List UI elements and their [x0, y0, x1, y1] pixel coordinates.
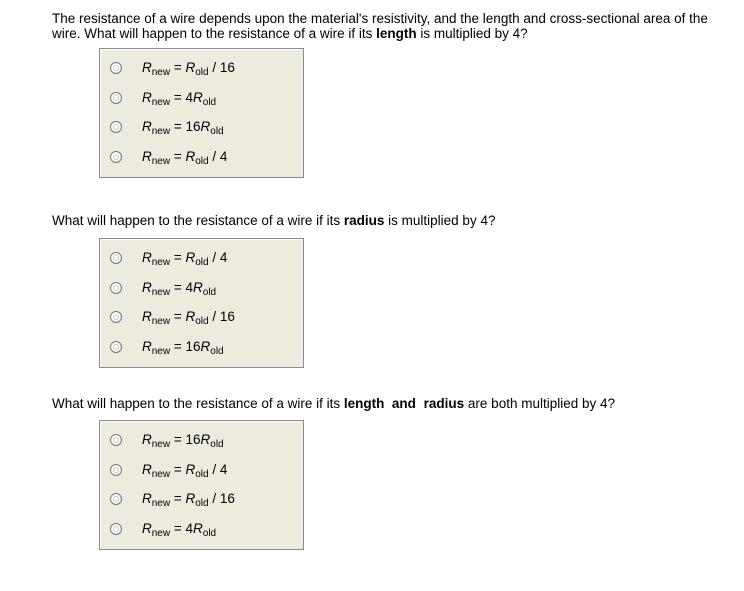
option-3-3[interactable]	[100, 490, 303, 510]
formula-label	[142, 119, 224, 137]
formula-sub: new	[151, 528, 171, 539]
formula-r: R	[185, 491, 196, 506]
formula-label	[142, 491, 235, 509]
formula-r: R	[142, 309, 152, 324]
formula-suffix: / 4	[208, 462, 228, 477]
formula-sub: new	[151, 67, 171, 78]
radio-button[interactable]	[110, 121, 122, 133]
formula-r: R	[193, 90, 203, 105]
formula-r: R	[185, 250, 196, 265]
formula-sub: new	[151, 287, 171, 298]
option-2-3[interactable]	[100, 308, 303, 328]
formula-sub: old	[195, 498, 209, 509]
formula-r: R	[185, 149, 196, 164]
emphasis-and: and	[384, 396, 420, 411]
formula-label	[142, 280, 216, 298]
formula-r: R	[193, 521, 203, 536]
radio-button[interactable]	[110, 434, 122, 446]
formula-eq: = 4	[170, 280, 194, 295]
emphasis-radius: radius	[423, 396, 465, 411]
radio-button[interactable]	[110, 311, 122, 323]
formula-eq: =	[170, 149, 186, 164]
question-1-text	[52, 11, 732, 41]
formula-eq: =	[170, 462, 186, 477]
formula-sub: new	[151, 316, 171, 327]
radio-button[interactable]	[110, 464, 122, 476]
formula-sub: new	[151, 257, 171, 268]
option-3-4[interactable]	[100, 520, 303, 540]
formula-r: R	[185, 462, 196, 477]
formula-label	[142, 462, 227, 480]
emphasis-length: length	[343, 396, 385, 411]
formula-sub: new	[151, 498, 171, 509]
option-1-1[interactable]	[100, 59, 303, 79]
option-2-4[interactable]	[100, 338, 303, 358]
formula-r: R	[142, 60, 152, 75]
formula-eq: =	[170, 491, 186, 506]
formula-suffix: / 16	[208, 309, 235, 324]
formula-suffix: / 16	[208, 491, 235, 506]
formula-r: R	[142, 90, 152, 105]
formula-eq: =	[170, 60, 186, 75]
formula-eq: = 16	[170, 339, 201, 354]
formula-label	[142, 60, 235, 78]
formula-sub: old	[210, 346, 224, 357]
question-text-part: is multiplied by 4?	[416, 26, 528, 41]
answer-group-1	[99, 48, 304, 178]
option-1-4[interactable]	[100, 148, 303, 168]
emphasis-radius: radius	[343, 213, 385, 228]
formula-label	[142, 521, 216, 539]
formula-eq: =	[170, 250, 186, 265]
question-text-part: are both multiplied by 4?	[464, 396, 616, 411]
formula-r: R	[185, 60, 196, 75]
radio-button[interactable]	[110, 62, 122, 74]
formula-sub: old	[195, 156, 209, 167]
formula-r: R	[142, 491, 152, 506]
option-1-3[interactable]	[100, 118, 303, 138]
radio-button[interactable]	[110, 493, 122, 505]
formula-r: R	[142, 280, 152, 295]
question-2-text	[52, 213, 495, 228]
formula-eq: = 16	[170, 432, 201, 447]
formula-label	[142, 250, 227, 268]
formula-sub: new	[151, 346, 171, 357]
radio-button[interactable]	[110, 92, 122, 104]
formula-r: R	[200, 432, 211, 447]
formula-suffix: / 4	[208, 250, 228, 265]
formula-sub: old	[210, 439, 224, 450]
formula-label	[142, 309, 235, 327]
formula-label	[142, 432, 224, 450]
question-text-part: What will happen to the resistance of a wire if its	[52, 213, 344, 228]
answer-group-3	[99, 420, 304, 550]
formula-label	[142, 90, 216, 108]
formula-sub: old	[195, 67, 209, 78]
formula-suffix: / 16	[208, 60, 235, 75]
formula-r: R	[200, 119, 211, 134]
formula-r: R	[142, 521, 152, 536]
option-3-1[interactable]	[100, 431, 303, 451]
formula-sub: old	[195, 257, 209, 268]
formula-eq: = 4	[170, 90, 194, 105]
formula-sub: old	[202, 528, 217, 539]
formula-sub: new	[151, 97, 171, 108]
formula-eq: = 16	[170, 119, 201, 134]
formula-eq: = 4	[170, 521, 194, 536]
formula-r: R	[193, 280, 203, 295]
formula-sub: old	[210, 126, 224, 137]
formula-r: R	[142, 339, 152, 354]
formula-r: R	[142, 149, 152, 164]
formula-sub: new	[151, 126, 171, 137]
formula-sub: old	[202, 287, 217, 298]
radio-button[interactable]	[110, 341, 122, 353]
formula-r: R	[142, 119, 152, 134]
formula-label	[142, 149, 227, 167]
radio-button[interactable]	[110, 151, 122, 163]
option-3-2[interactable]	[100, 461, 303, 481]
formula-r: R	[142, 250, 152, 265]
formula-sub: new	[151, 156, 171, 167]
emphasis-length: length	[376, 26, 417, 41]
formula-eq: =	[170, 309, 186, 324]
formula-suffix: / 4	[208, 149, 228, 164]
radio-button[interactable]	[110, 252, 122, 264]
option-1-2[interactable]	[100, 89, 303, 109]
formula-sub: old	[202, 97, 217, 108]
formula-sub: new	[151, 439, 171, 450]
question-3-text	[52, 396, 615, 411]
option-2-1[interactable]	[100, 249, 303, 269]
radio-button[interactable]	[110, 282, 122, 294]
formula-r: R	[142, 462, 152, 477]
question-text-part: The resistance of a wire depends upon the material's resistivity, and the length and cross-sectional area of the wire. What will happen to the resistance of a wire if its	[52, 11, 708, 41]
formula-sub: new	[151, 469, 171, 480]
option-2-2[interactable]	[100, 279, 303, 299]
formula-r: R	[185, 309, 196, 324]
question-text-part: is multiplied by 4?	[384, 213, 496, 228]
question-text-part: What will happen to the resistance of a wire if its	[52, 396, 344, 411]
formula-sub: old	[195, 316, 209, 327]
radio-button[interactable]	[110, 523, 122, 535]
formula-r: R	[200, 339, 211, 354]
answer-group-2	[99, 238, 304, 368]
formula-label	[142, 339, 224, 357]
formula-r: R	[142, 432, 152, 447]
formula-sub: old	[195, 469, 209, 480]
